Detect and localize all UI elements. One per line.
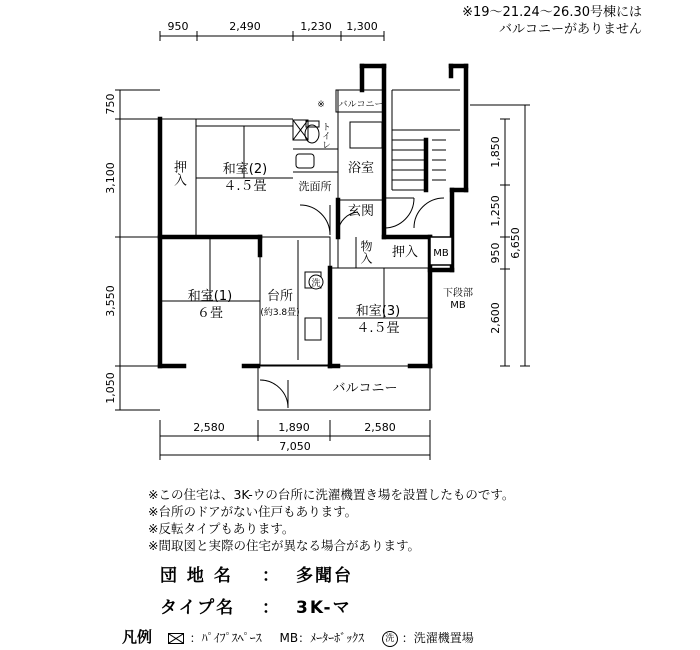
note-1: ※この住宅は、3K-ウの台所に洗濯機置き場を設置したものです。 bbox=[148, 487, 515, 502]
dim-left-4: 1,050 bbox=[104, 372, 117, 404]
dim-bottom-1: 2,580 bbox=[193, 421, 225, 434]
dim-right-total: 6,650 bbox=[509, 227, 522, 259]
room-washitsu2-label: 和室(2) bbox=[222, 162, 268, 177]
dim-right-1: 1,850 bbox=[489, 136, 502, 168]
room-genkan-label: 玄関 bbox=[347, 204, 375, 219]
room-daidokoro-size: (約3.8畳) bbox=[260, 308, 300, 318]
type-label: タイプ名 bbox=[160, 598, 236, 618]
left-dimension-line bbox=[115, 90, 160, 410]
balcony-main-label: バルコニー bbox=[332, 381, 398, 396]
pipe-space-icon bbox=[168, 633, 184, 644]
oshiire-left-vertical: 押入 bbox=[171, 160, 186, 186]
top-note bbox=[462, 4, 642, 38]
danchi-separator: ： bbox=[262, 566, 281, 586]
room-monoire-label: 物入 bbox=[359, 240, 373, 264]
room-washitsu3-size: ４.５畳 bbox=[356, 321, 400, 336]
danchi-label: 団 地 名 bbox=[160, 566, 233, 586]
dim-top-2: 2,490 bbox=[229, 20, 261, 33]
top-note-line-1: ※19～21.24～26.30号棟には bbox=[462, 5, 642, 20]
legend-washer: ：洗濯機置場 bbox=[401, 631, 474, 645]
room-washitsu1-size: ６畳 bbox=[196, 306, 224, 321]
note-2: ※台所のドアがない住戸もあります。 bbox=[148, 504, 358, 519]
dim-right-4: 2,600 bbox=[489, 302, 502, 334]
room-oshiire-right: 押入 bbox=[391, 245, 419, 260]
danchi-value: 多聞台 bbox=[296, 566, 353, 586]
note-3: ※反転タイプもあります。 bbox=[148, 521, 295, 536]
dim-left-3: 3,550 bbox=[104, 285, 117, 317]
dim-left-2: 3,100 bbox=[104, 162, 117, 194]
room-yokushitsu-label: 浴室 bbox=[347, 161, 375, 176]
interior-thin-lines bbox=[160, 90, 430, 410]
dim-left-1: 750 bbox=[104, 93, 117, 115]
type-separator: ： bbox=[262, 598, 281, 618]
room-washitsu3-label: 和室(3) bbox=[355, 304, 401, 319]
dim-bottom-total: 7,050 bbox=[279, 440, 311, 453]
top-note-line-2: バルコニーがありません bbox=[498, 22, 642, 37]
dim-bottom-2: 1,890 bbox=[278, 421, 310, 434]
dim-top-3: 1,230 bbox=[300, 20, 332, 33]
mb-label: MB bbox=[433, 248, 449, 259]
dim-bottom-3: 2,580 bbox=[364, 421, 396, 434]
room-washitsu2-size: ４.５畳 bbox=[223, 179, 267, 194]
washer-symbol-text: 洗 bbox=[311, 279, 321, 289]
dim-right-2: 1,250 bbox=[489, 195, 502, 227]
dim-right-3: 950 bbox=[489, 242, 502, 264]
mb-lower-label-1: 下段部 bbox=[443, 288, 473, 299]
pipe-space-mark: ※ bbox=[317, 100, 325, 110]
room-washitsu1-label: 和室(1) bbox=[187, 289, 233, 304]
dim-top-1: 950 bbox=[167, 20, 189, 33]
room-senmen-label: 洗面所 bbox=[298, 180, 332, 193]
dim-top-4: 1,300 bbox=[346, 20, 378, 33]
room-toilet-label: トイレ bbox=[320, 122, 330, 149]
legend bbox=[122, 630, 474, 647]
type-value: 3K-マ bbox=[296, 598, 352, 618]
legend-mb: MB：ﾒｰﾀｰﾎﾞｯｸｽ bbox=[279, 631, 365, 645]
notes-list bbox=[148, 486, 514, 554]
note-4: ※間取図と実際の住宅が異なる場合があります。 bbox=[148, 538, 420, 553]
exterior-walls bbox=[160, 66, 466, 366]
legend-washer-icon: 洗 bbox=[382, 631, 398, 647]
legend-pipe: ：ﾊﾟｲﾌﾟｽﾍﾟｰｽ bbox=[189, 631, 262, 645]
room-daidokoro-label: 台所 bbox=[266, 289, 294, 304]
mb-lower-label-2: MB bbox=[450, 300, 466, 311]
small-balcony-label: バルコニー bbox=[338, 100, 384, 110]
legend-title: 凡例 bbox=[122, 628, 153, 646]
